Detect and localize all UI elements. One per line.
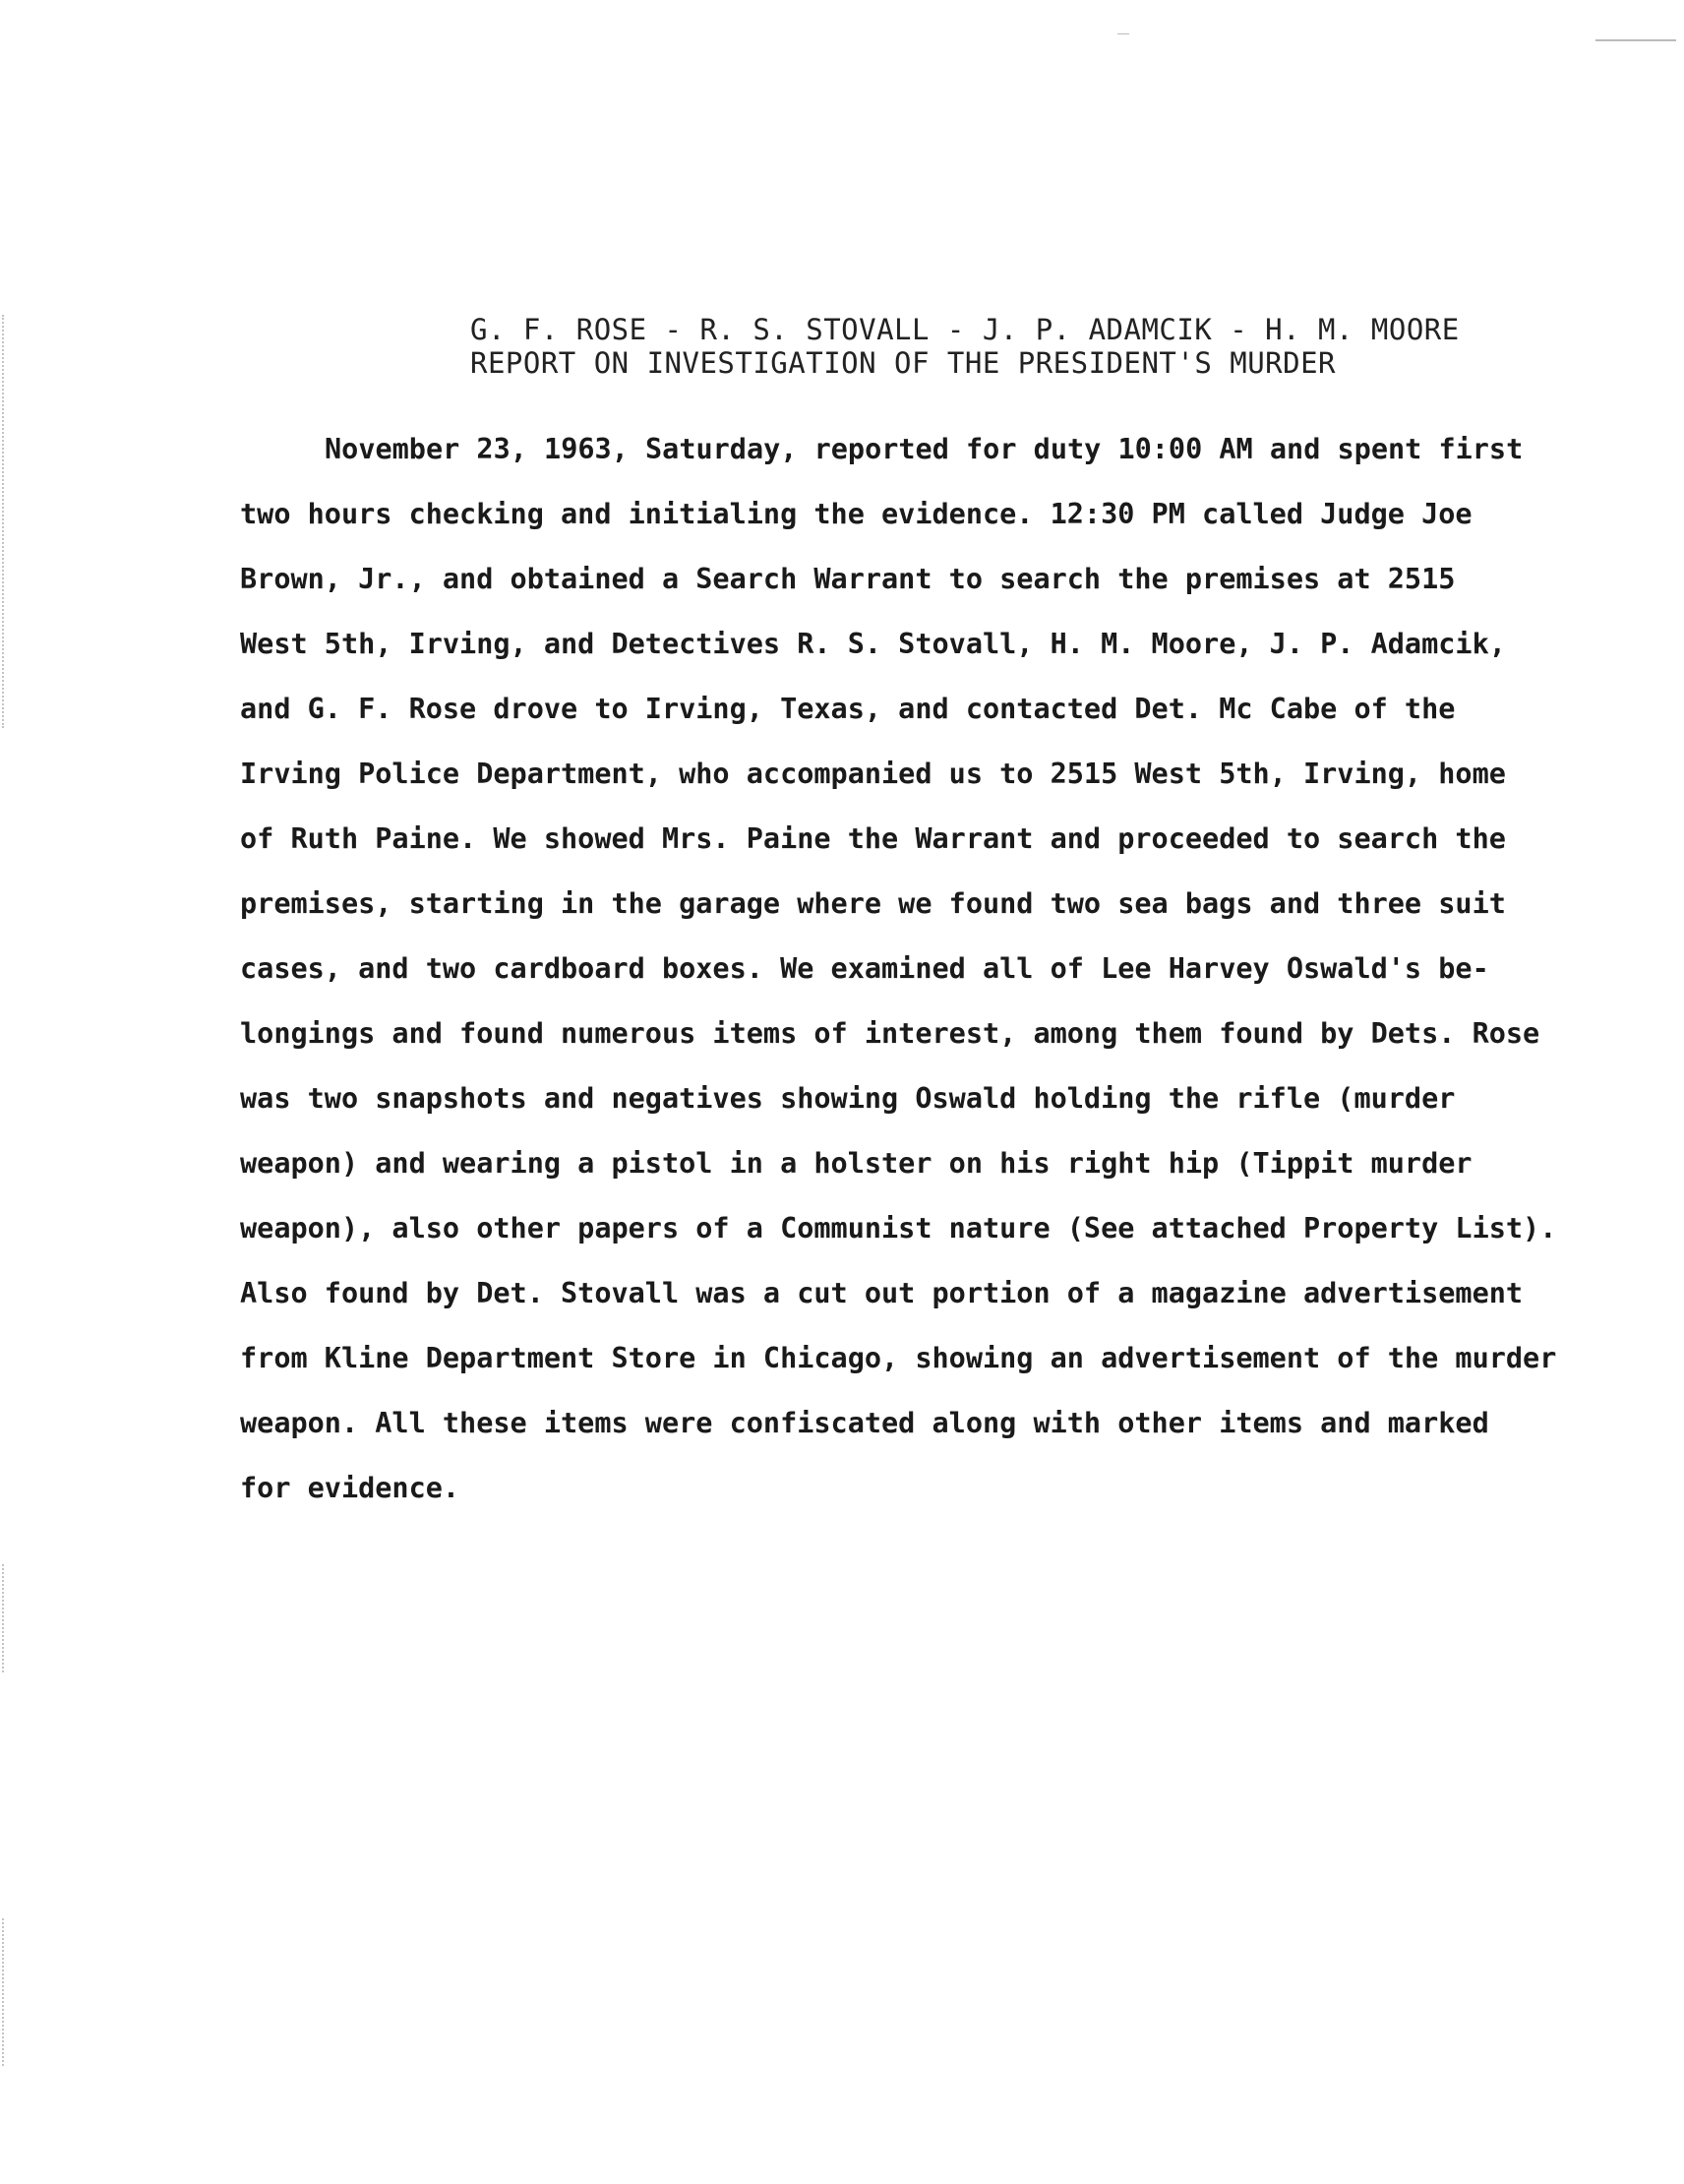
body-line: cases, and two cardboard boxes. We examined all of Lee Harvey Oswald's be- <box>240 952 1489 985</box>
body-line: Also found by Det. Stovall was a cut out portion of a magazine advertisement <box>240 1277 1524 1309</box>
body-line: November 23, 1963, Saturday, reported for duty 10:00 AM and spent first <box>325 433 1524 465</box>
officer-names: G. F. ROSE - R. S. STOVALL - J. P. ADAMCIK - H. M. MOORE <box>470 313 1460 346</box>
body-line: two hours checking and initialing the evidence. 12:30 PM called Judge Joe <box>240 498 1473 530</box>
body-line: for evidence. <box>240 1472 460 1504</box>
body-line: weapon), also other papers of a Communist nature (See attached Property List). <box>240 1212 1557 1244</box>
body-line: West 5th, Irving, and Detectives R. S. Stovall, H. M. Moore, J. P. Adamcik, <box>240 628 1506 660</box>
report-header <box>470 313 1460 380</box>
scan-mark-top-right <box>1595 39 1676 41</box>
body-line: longings and found numerous items of interest, among them found by Dets. Rose <box>240 1017 1540 1050</box>
body-line: Brown, Jr., and obtained a Search Warrant to search the premises at 2515 <box>240 563 1456 595</box>
scan-edge-left-1 <box>2 315 6 728</box>
body-line: of Ruth Paine. We showed Mrs. Paine the Warrant and proceeded to search the <box>240 822 1506 855</box>
scan-edge-left-3 <box>2 1918 6 2066</box>
scan-edge-left-2 <box>2 1564 6 1672</box>
body-line: premises, starting in the garage where we found two sea bags and three suit <box>240 887 1506 920</box>
body-line: weapon. All these items were confiscated along with other items and marked <box>240 1407 1489 1439</box>
body-line: Irving Police Department, who accompanied us to 2515 West 5th, Irving, home <box>240 758 1506 790</box>
report-title: REPORT ON INVESTIGATION OF THE PRESIDENT'S MURDER <box>470 346 1337 380</box>
scan-mark-top <box>1117 33 1129 34</box>
body-line: weapon) and wearing a pistol in a holster on his right hip (Tippit murder <box>240 1147 1473 1180</box>
body-line: was two snapshots and negatives showing Oswald holding the rifle (murder <box>240 1082 1456 1115</box>
body-line: from Kline Department Store in Chicago, showing an advertisement of the murder <box>240 1342 1557 1374</box>
body-line: and G. F. Rose drove to Irving, Texas, and contacted Det. Mc Cabe of the <box>240 693 1456 725</box>
